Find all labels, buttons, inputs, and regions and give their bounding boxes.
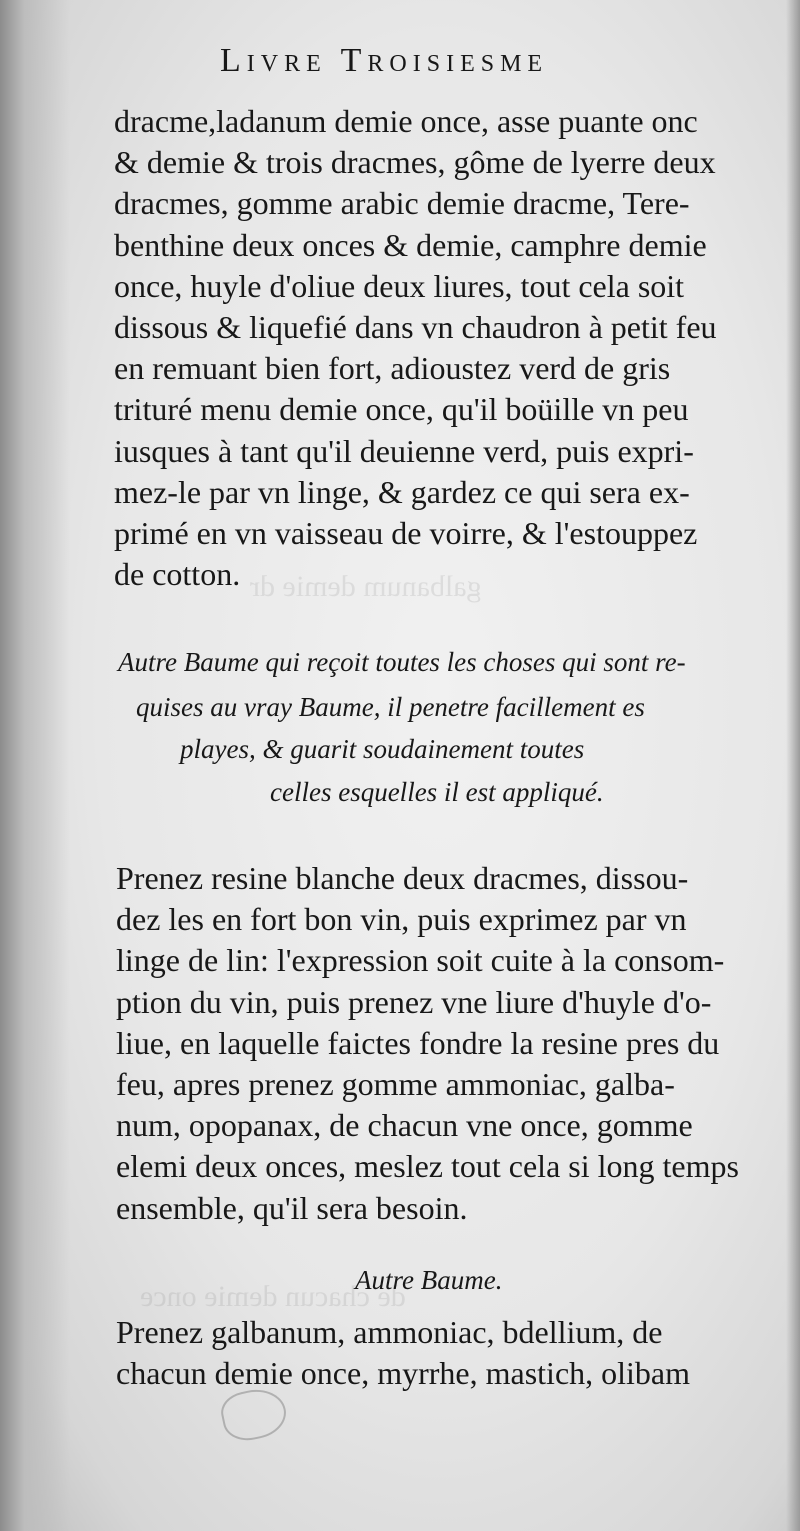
text-line: iusques à tant qu'il deuienne verd, puis expri-: [114, 432, 694, 469]
text-line: dracmes, gomme arabic demie dracme, Tere-: [114, 185, 690, 222]
text-line: de cotton.: [114, 556, 241, 593]
gutter-shadow: [0, 0, 70, 1531]
page-edge-shadow: [786, 0, 800, 1531]
text-line: once, huyle d'oliue deux liures, tout cela soit: [114, 267, 685, 304]
paragraph-2: [116, 858, 772, 1229]
bleed-through-text: galbanum demie dr: [250, 570, 482, 603]
subheading-line: Autre Baume.: [355, 1265, 503, 1295]
text-line: & demie & trois dracmes, gôme de lyerre deux: [114, 144, 716, 181]
text-line: linge de lin: l'expression soit cuite à la consom-: [116, 942, 725, 979]
paragraph-1: [114, 101, 770, 595]
text-line: dez les en fort bon vin, puis exprimez par vn: [116, 901, 687, 938]
text-line: dissous & liquefié dans vn chaudron à petit feu: [114, 309, 717, 346]
text-line: num, opopanax, de chacun vne once, gomme: [116, 1107, 693, 1144]
running-header: Livre Troisiesme: [220, 42, 549, 79]
text-line: liue, en laquelle faictes fondre la resine pres du: [116, 1024, 720, 1061]
paragraph-3: [116, 1312, 772, 1394]
text-line: mez-le par vn linge, & gardez ce qui sera ex-: [114, 473, 690, 510]
text-line: benthine deux onces & demie, camphre demie: [114, 226, 707, 263]
text-line: ption du vin, puis prenez vne liure d'huyle d'o-: [116, 983, 712, 1020]
subheading-line: quises au vray Baume, il penetre facillement es: [136, 692, 645, 722]
text-line: Prenez galbanum, ammoniac, bdellium, de: [116, 1314, 663, 1350]
text-line: trituré menu demie once, qu'il boüille vn peu: [114, 391, 689, 428]
subheading-line: celles esquelles il est appliqué.: [270, 777, 604, 807]
subheading-line: Autre Baume qui reçoit toutes les choses qui sont re-: [118, 647, 686, 677]
text-line: dracme,ladanum demie once, asse puante onc: [114, 103, 698, 139]
bleed-through-text: de chacun demie once: [140, 1280, 406, 1313]
text-line: en remuant bien fort, adioustez verd de gris: [114, 350, 671, 387]
text-line: feu, apres prenez gomme ammoniac, galba-: [116, 1066, 675, 1103]
text-line: Prenez resine blanche deux dracmes, dissou-: [116, 860, 689, 896]
text-line: elemi deux onces, meslez tout cela si long temps: [116, 1148, 739, 1185]
text-line: primé en vn vaisseau de voirre, & l'estouppez: [114, 515, 698, 552]
text-line: chacun demie once, myrrhe, mastich, olibam: [116, 1355, 691, 1392]
subheading-line: playes, & guarit soudainement toutes: [180, 734, 585, 764]
text-line: ensemble, qu'il sera besoin.: [116, 1189, 468, 1226]
